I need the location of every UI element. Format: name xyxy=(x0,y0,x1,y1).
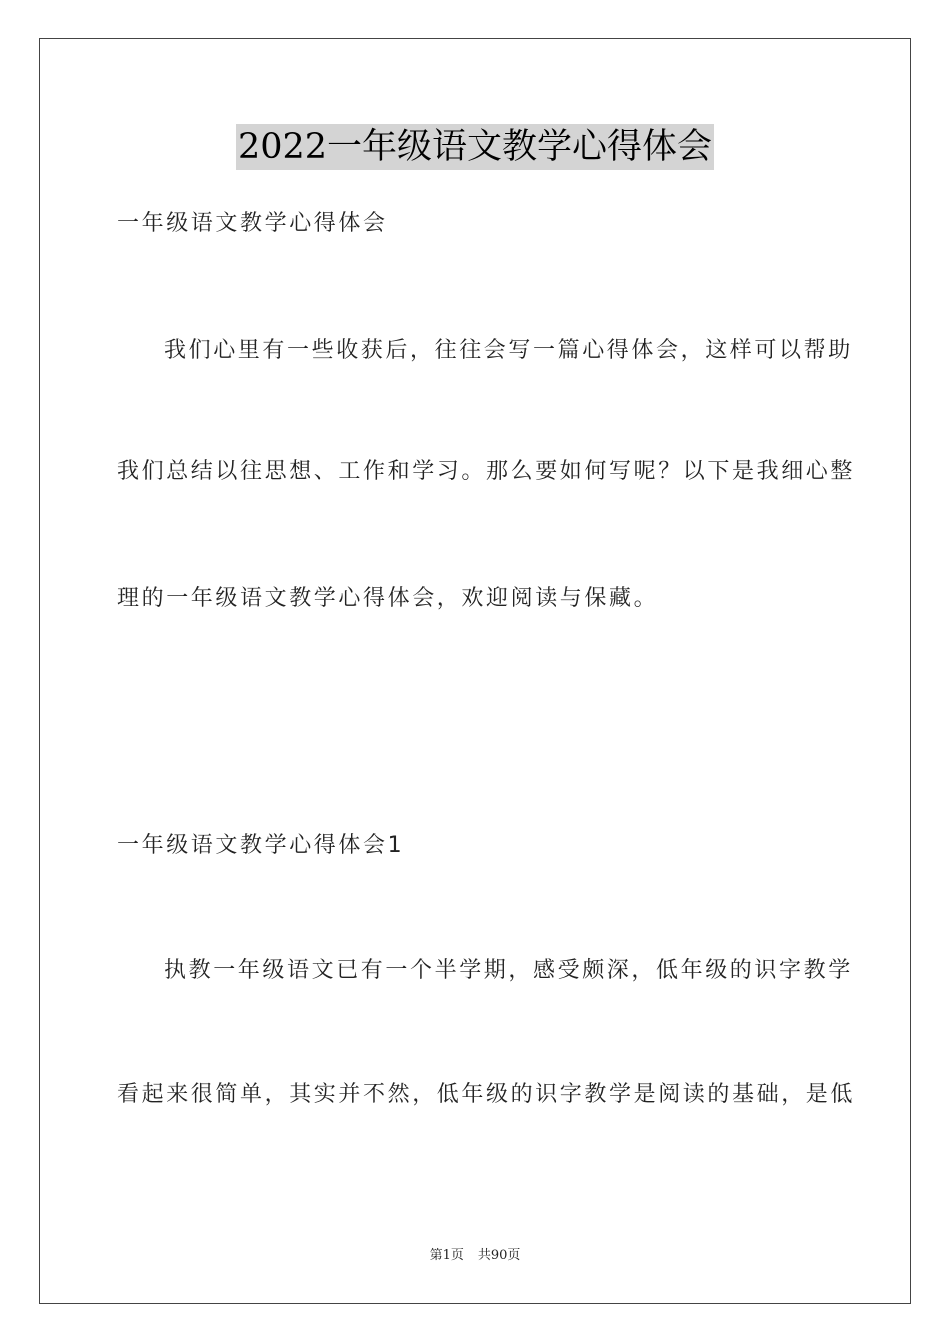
page-number-current: 第1页 xyxy=(429,1248,464,1263)
section-line-2: 看起来很简单，其实并不然，低年级的识字教学是阅读的基础，是低 xyxy=(117,1082,856,1107)
intro-line-3: 理的一年级语文教学心得体会，欢迎阅读与保藏。 xyxy=(117,586,659,611)
section-heading: 一年级语文教学心得体会1 xyxy=(117,833,405,858)
document-subtitle: 一年级语文教学心得体会 xyxy=(117,211,388,236)
intro-line-1: 我们心里有一些收获后，往往会写一篇心得体会，这样可以帮助 xyxy=(164,338,853,363)
document-title: 2022一年级语文教学心得体会 xyxy=(236,124,714,170)
intro-line-2: 我们总结以往思想、工作和学习。那么要如何写呢？以下是我细心整 xyxy=(117,459,856,484)
document-title-block xyxy=(0,124,950,170)
page-footer xyxy=(0,1247,950,1265)
section-line-1: 执教一年级语文已有一个半学期，感受颇深，低年级的识字教学 xyxy=(164,958,853,983)
page-number-total: 共90页 xyxy=(477,1248,521,1263)
